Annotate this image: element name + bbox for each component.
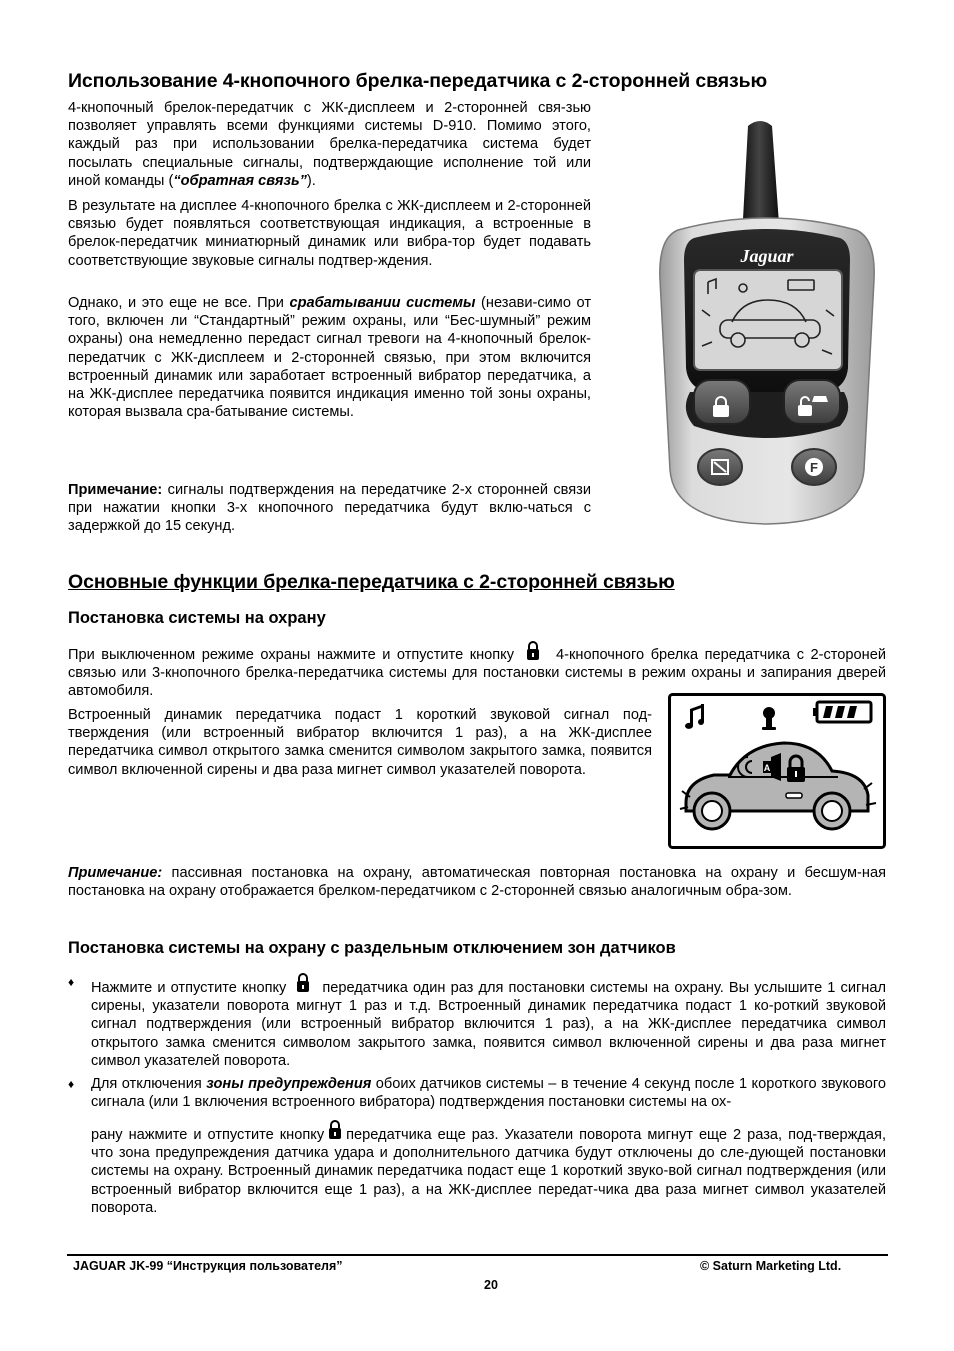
- f-icon: [805, 458, 823, 476]
- footer-title: JAGUAR JK-99 “Инструкция пользователя”: [73, 1259, 343, 1273]
- section-title-functions: Основные функции брелка-передатчика с 2-сторонней связью: [68, 571, 675, 593]
- note-text: сигналы подтверждения на передатчике 2-х сторонней связи при нажатии кнопки 3-х кнопочного передатчика будут вклю-чаться с задержкой до 15 секунд.: [68, 482, 591, 535]
- paragraph-intro: [68, 99, 591, 190]
- paragraph-text: передатчика еще раз. Указатели поворота мигнут еще 2 раза, под-тверждая, что зона предупреждения датчика удара и дополнительного датчика будут отключены до сле-дующей постановки системы на охрану. Встроенный динамик передатчика подаст еще 1 короткий звуко-вой сигнал подтверждения (или встроенный вибратор включится еще 1 раз), а на ЖК-дисплее передат-чика два раза мигнет символ указателей поворота.: [91, 1127, 887, 1216]
- siren-label: A: [763, 763, 771, 773]
- note-paragraph-2: [68, 864, 886, 900]
- note-label: Примечание:: [68, 482, 163, 498]
- paragraph-text: При выключенном режиме охраны нажмите и отпустите кнопку: [68, 647, 515, 663]
- bullet-warning-zone-continued: [91, 1120, 886, 1217]
- emphasis-alarm: срабатывании системы: [289, 295, 476, 311]
- remote-fob-illustration: [650, 110, 885, 540]
- subheading-zones: Постановка системы на охрану с раздельным отключением зон датчиков: [68, 939, 676, 957]
- svg-text:F: F: [810, 460, 818, 475]
- bullet-arming-once: [91, 973, 886, 1070]
- paragraph-text: (незави-симо от того, включен ли “Стандартный” режим охраны, или “Бес-шумный” режим охраны) она немедленно передаст сигнал тревоги на 4-кнопочный брелок-передатчик с ЖК-дисплеем и 2-сторонней связью, при этом включится встроенный динамик или заработает встроенный вибратор передатчика, а на ЖК-дисплее передатчика появится индикация именно той зоны охраны, которая вызвала сра-батывание системы.: [68, 295, 592, 421]
- footer-rule: [67, 1254, 888, 1256]
- paragraph-arming: [68, 641, 886, 701]
- note-paragraph-1: [68, 481, 591, 536]
- paragraph-text: Однако, и это еще не все. При: [68, 295, 290, 311]
- paragraph-text: Для отключения: [91, 1076, 207, 1092]
- emphasis-feedback: “обратная связь”: [173, 172, 307, 189]
- section-title-usage: Использование 4-кнопочного брелка-передатчика с 2-сторонней связью: [68, 70, 768, 92]
- lock-button-icon: [296, 973, 310, 993]
- lock-button[interactable]: [694, 380, 750, 424]
- page-number: 20: [484, 1278, 498, 1292]
- subheading-arming: Постановка системы на охрану: [68, 609, 326, 627]
- note-label: Примечание:: [68, 865, 163, 881]
- footer-copyright: © Saturn Marketing Ltd.: [700, 1259, 842, 1273]
- bullet-marker: ♦: [68, 1077, 75, 1091]
- paragraph-text: Нажмите и отпустите кнопку: [91, 980, 287, 996]
- note-text: пассивная постановка на охрану, автоматическая повторная постановка на охрану и бесшум-ная постановка на охрану отображается брелком-передатчиком с 2-сторонней связью аналогичным обра-зом.: [68, 865, 886, 900]
- paragraph-text: обоих датчиков системы – в течение 4 секунд после 1 короткого звукового сигнала (или 1 включения встроенного вибратора) подтверждения постановки системы на ох-: [91, 1076, 886, 1111]
- paragraph-text: ).: [306, 172, 316, 189]
- bullet-warning-zone: [91, 1075, 886, 1111]
- paragraph-text: рану нажмите и отпустите кнопку: [91, 1127, 325, 1143]
- paragraph-text: передатчика один раз для постановки системы на охрану. Вы услышите 1 сигнал сирены, указатели поворота мигнут 1 раз и т.д. Встроенный динамик передатчика подаст 1 ко-роткий звуковой сигнал подтверждения (или встроенный вибратор включится 1 раз), а на ЖК-дисплее передатчика символ открытого замка сменится символом закрытого замка, появится символ включенной сирены и два раза мигнет символ указателей поворота.: [91, 980, 887, 1069]
- paragraph-text: 4-кнопочного брелка передатчика с 2-стороней связью или 3-кнопочного брелка-передатчика системы для постановки системы в режим охраны и запирания дверей автомобиля.: [68, 647, 886, 700]
- bullet-marker: ♦: [68, 975, 75, 989]
- brand-logo: Jaguar: [740, 246, 794, 266]
- lock-button-icon: [526, 641, 540, 661]
- paragraph-text: 4-кнопочный брелок-передатчик с ЖК-дисплеем и 2-сторонней свя-зью позволяет управлять всеми функциями системы D-910. Помимо этого, каждый раз при использовании брелка-передатчика система будет посылать специальные сигналы, подтверждающие исполнение той или иной команды (: [68, 100, 591, 189]
- paragraph-confirmation: Встроенный динамик передатчика подаст 1 короткий звуковой сигнал под-тверждения (или встроенный вибратор включится 1 раз), а на ЖК-дисплее передатчика символ открытого замка сменится символом закрытого замка, появится символ включенной сирены и два раза мигнет символ указателей поворота.: [68, 707, 652, 778]
- lock-button-icon: [328, 1120, 342, 1140]
- paragraph-alarm: [68, 294, 591, 421]
- paragraph-display: В результате на дисплее 4-кнопочного брелка с ЖК-дисплеем и 2-сторонней связью будет появляться соответствующая индикация, а встроенные в брелок-передатчик миниатюрный динамик или вибра-тор будет подавать соответствующие звуковые сигналы подтвер-ждения.: [68, 198, 591, 269]
- lcd-display-figure: [668, 693, 886, 849]
- emphasis-warning-zone: зоны предупреждения: [206, 1076, 372, 1092]
